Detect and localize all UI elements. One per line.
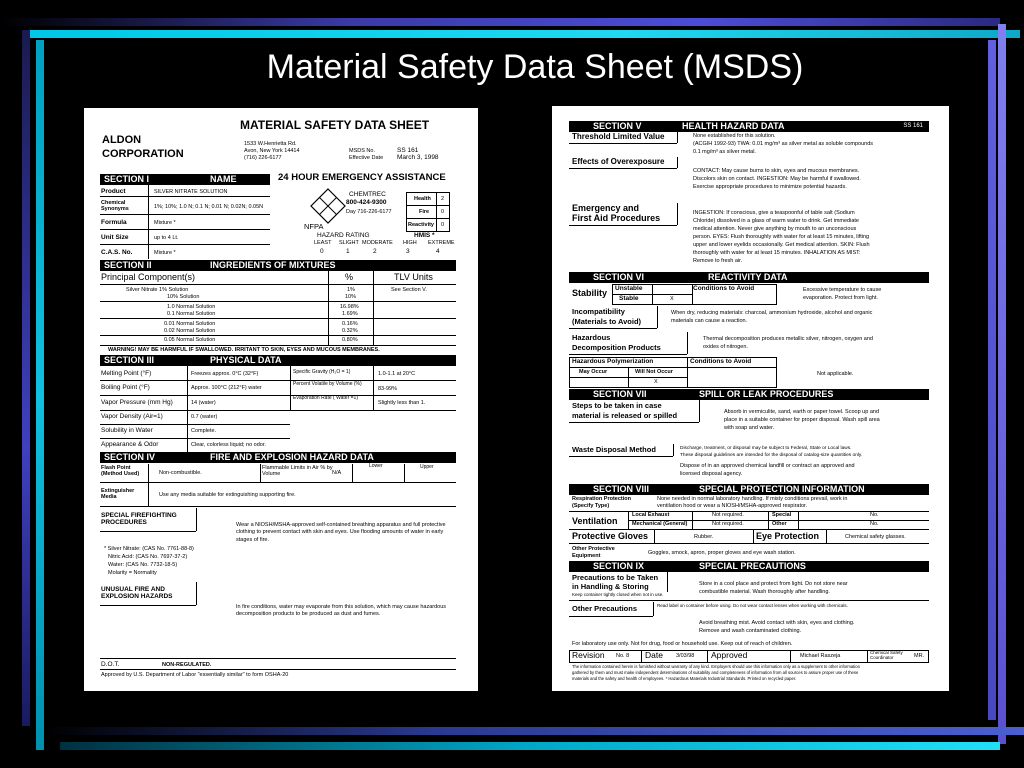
- will-not-occur-mark: X: [654, 379, 658, 385]
- scale-extreme: EXTREME: [428, 240, 455, 246]
- rule: [373, 366, 374, 410]
- tlv-value-line: (ACGIH 1992-93) TWA: 0.01 mg/m³ as silver metal as soluble compounds: [693, 141, 874, 147]
- rule: [187, 366, 188, 452]
- note-line: * Silver Nitrate: (CAS No. 7761-88-8): [104, 546, 194, 552]
- disclaimer-line: gathered by them and must make independent determinations of suitability and completeness of information from all sources to assure proper use of these: [572, 670, 859, 675]
- approved-label: Approved: [711, 650, 748, 660]
- unusual-hazards-label: UNUSUAL FIRE AND EXPLOSION HAZARDS: [101, 586, 173, 601]
- synonyms-label: Chemical Synonyms: [101, 200, 129, 213]
- rule: [100, 318, 456, 319]
- rule: [657, 306, 658, 328]
- phys-right-label: Evaporation Rate ( Water =1): [293, 395, 358, 401]
- scale-moderate: MODERATE: [362, 240, 393, 246]
- section-4-title: FIRE AND EXPLOSION HAZARD DATA: [210, 452, 374, 462]
- rule: [867, 650, 868, 663]
- rule: [404, 464, 405, 482]
- first-aid-line: upper and lower eyelids occasionally. Get medical attention. SKIN: Flush: [693, 242, 870, 248]
- ing-header-component: Principal Component(s): [101, 272, 196, 282]
- other-equipment-label-line1: Other Protective: [572, 546, 615, 552]
- warning-text: WARNING! MAY BE HARMFUL IF SWALLOWED. IRRITANT TO SKIN, EYES AND MUCOUS MEMBRANES.: [108, 347, 380, 353]
- rule: [569, 168, 677, 169]
- product-label: Product: [101, 188, 126, 195]
- extinguisher-label: Extinguisher Media: [101, 488, 135, 501]
- ing-pct: 10%: [345, 294, 357, 300]
- stable-mark: X: [670, 296, 674, 302]
- company-name-line1: ALDON: [102, 134, 142, 146]
- note-line: Molarity = Normality: [108, 570, 157, 576]
- other-precautions-note: Read label on container before using. Do not wear contact lenses when working with chemicals.: [657, 603, 848, 608]
- respiration-label-line1: Respiration Protection: [572, 496, 631, 502]
- other-precautions-line: Avoid breathing mist. Avoid contact with skin, eyes and clothing.: [699, 620, 855, 626]
- rule: [196, 508, 197, 531]
- will-not-occur-label: Will Not Occur: [635, 369, 673, 375]
- rule: [569, 456, 673, 457]
- rule: [100, 669, 456, 670]
- scale-1: 1: [346, 248, 350, 255]
- section-5-code: SS 161: [903, 123, 923, 129]
- scale-high: HIGH: [403, 240, 417, 246]
- vent-val: Not required.: [712, 521, 744, 527]
- section-2-label: SECTION II: [104, 260, 152, 270]
- ing-header-pct: %: [345, 272, 354, 282]
- left-cyan-bar: [36, 40, 44, 750]
- effects-line: CONTACT: May cause burns to skin, eyes and mucous membranes.: [693, 168, 860, 174]
- section-8-label: SECTION VIII: [593, 484, 650, 494]
- tlv-value-line: None established for this solution.: [693, 133, 776, 139]
- ing-pct: 1.69%: [342, 311, 358, 317]
- section-5-title: HEALTH HAZARD DATA: [682, 121, 785, 131]
- disclaimer-line: materials and the safety and health of employees. * Hazardous Materials Industrial Standards. Printed on recycled paper.: [572, 676, 797, 681]
- section-1-header: [100, 174, 270, 185]
- section-5-label: SECTION V: [593, 121, 642, 131]
- hazardous-decomp-label-line2: Decomposition Products: [572, 343, 661, 352]
- effects-line: Exercise appropriate procedures to minimize potential hazards.: [693, 184, 847, 190]
- rule: [687, 357, 688, 388]
- rule: [100, 335, 456, 336]
- hazardous-decomp-line: oxides of nitrogen.: [703, 344, 748, 350]
- spill-steps-line: Absorb in vermiculite, sand, earth or paper towel. Scoop up and: [724, 409, 880, 415]
- revision-no: No. 8: [616, 653, 630, 659]
- hazardous-decomp-label-line1: Hazardous: [572, 333, 611, 342]
- first-aid-line: medical attention. Never give anything by mouth to an unconscious: [693, 226, 857, 232]
- phys-value: Freezes approx. 0°C (32°F): [191, 371, 259, 377]
- rule: [569, 543, 929, 544]
- disclaimer-line: The information contained herein is furnished without warranty of any kind. Employers should use this information only as a supplement to other information: [572, 664, 860, 669]
- section-2-header: [100, 260, 456, 271]
- rule: [148, 482, 149, 506]
- rule: [569, 225, 677, 226]
- msds-page-1: [84, 108, 478, 691]
- rule: [260, 464, 261, 482]
- incompatibility-line: When dry, reducing materials: charcoal, ammonium hydroxide, alcohol and organic: [671, 310, 873, 316]
- waste-disposal-line: These disposal guidelines are intended for the disposal of catalog-size quantities only.: [680, 453, 863, 458]
- rule: [406, 218, 450, 219]
- phys-right-value: Slightly less than 1.: [378, 400, 426, 406]
- may-occur-label: May Occur: [579, 369, 608, 375]
- section-8-header: [569, 484, 929, 495]
- first-aid-line: Chloride) dissolved in a glass of warm water to drink. Get immediate: [693, 218, 859, 224]
- revision-label: Revision: [572, 650, 605, 660]
- effective-date-label: Effective Date: [349, 155, 384, 161]
- rule: [569, 422, 699, 423]
- phys-label: Appearance & Odor: [101, 441, 159, 448]
- rule: [100, 345, 456, 346]
- rule: [569, 328, 657, 329]
- sheet-heading: MATERIAL SAFETY DATA SHEET: [240, 118, 430, 132]
- vent-val2: No.: [870, 512, 879, 518]
- section-2-title: INGREDIENTS OF MIXTURES: [210, 260, 336, 270]
- ing-header-tlv: TLV Units: [394, 272, 433, 282]
- precautions-line: Store in a cool place and protect from light. Do not store near: [699, 581, 848, 587]
- rule: [569, 529, 929, 530]
- rule: [653, 602, 654, 616]
- dot-label: D.O.T.: [101, 661, 120, 668]
- ing-pct: 16.98%: [340, 304, 359, 310]
- first-aid-label-line1: Emergency and: [572, 203, 640, 213]
- first-aid-line: thoroughly with water for at least 15 minutes. INHALATION AS MIST:: [693, 250, 861, 256]
- section-6-header: [569, 272, 929, 283]
- left-dark-bar: [22, 30, 30, 726]
- hazard-rating-label: HAZARD RATING: [317, 232, 370, 239]
- flammable-limits-label: Flammable Limits in Air % by Volume: [262, 465, 333, 478]
- right-purple-bar: [998, 24, 1006, 744]
- nfpa-diamond-icon: [310, 188, 346, 224]
- address-line2: Avon, New York 14414: [244, 148, 300, 154]
- rule: [148, 185, 149, 259]
- respiration-line: ventilation hood or wear a NIOSH/MSHA-approved respirator.: [657, 503, 808, 509]
- date-value: 3/03/98: [676, 653, 695, 659]
- section-8-title: SPECIAL PROTECTION INFORMATION: [699, 484, 865, 494]
- spill-steps-line: place in a suitable container for proper disposal. Wash spill area: [724, 417, 880, 423]
- respiration-label-line2: (Specify Type): [572, 503, 610, 509]
- effective-date-value: March 3, 1998: [397, 154, 439, 161]
- precautions-label-line2: in Handling & Storing: [572, 582, 649, 591]
- rule: [826, 529, 827, 543]
- first-aid-label-line2: First Aid Procedures: [572, 213, 661, 223]
- incompatibility-line: materials can cause a reaction.: [671, 318, 748, 324]
- cas-value: Mixture *: [154, 250, 176, 256]
- product-value: SILVER NITRATE SOLUTION: [154, 189, 228, 195]
- rule: [790, 650, 791, 663]
- vent-type2: Other: [772, 521, 787, 527]
- waste-disposal-line2: Dispose of in an approved chemical landfill or contract an approved and: [680, 463, 855, 469]
- section-9-label: SECTION IX: [593, 561, 645, 571]
- special-firefighting-value: Wear a NIOSH/MSHA-approved self-contained breathing apparatus and full protective clothing to prevent contact with skin and eyes. Use flooding amounts of water in early stages of fire.: [236, 522, 446, 543]
- dot-value: NON-REGULATED.: [162, 662, 212, 668]
- ing-pct: 1%: [347, 287, 355, 293]
- phys-value: 0.7 (water): [191, 414, 218, 420]
- ing-tlv: See Section V.: [391, 287, 427, 293]
- note-line: Water: (CAS No. 7732-18-5): [108, 562, 178, 568]
- rule: [100, 301, 456, 302]
- vent-type2: Special: [772, 512, 792, 518]
- ing-pct: 0.32%: [342, 328, 358, 334]
- rule: [569, 600, 929, 601]
- rule: [707, 650, 708, 663]
- rule: [677, 203, 678, 225]
- right-blue-bar: [988, 40, 996, 720]
- ing-name: 1.0 Normal Solution: [167, 304, 216, 310]
- rule: [290, 366, 291, 410]
- scale-4: 4: [436, 248, 440, 255]
- stability-value-line: evaporation. Protect from light.: [803, 295, 878, 301]
- hmis-reactivity-label: Reactivity: [408, 222, 434, 228]
- coordinator-value: MR.: [914, 653, 925, 659]
- vent-val2: No.: [870, 521, 879, 527]
- coordinator-label: Chemical Safety Coordinator: [870, 650, 903, 660]
- protective-gloves-label: Protective Gloves: [572, 531, 649, 541]
- rule: [100, 244, 270, 245]
- address-line3: (716) 226-6177: [244, 155, 282, 161]
- rule: [677, 157, 678, 168]
- vent-val: Not required.: [712, 512, 744, 518]
- flash-point-label: Flash Point (Method Used): [101, 465, 140, 478]
- rule: [100, 482, 456, 483]
- ing-pct: 0.16%: [342, 321, 358, 327]
- rule: [569, 367, 777, 368]
- section-6-title: REACTIVITY DATA: [708, 272, 788, 282]
- stable-label: Stable: [619, 295, 639, 302]
- rule: [667, 572, 668, 592]
- precautions-note: Keep container tightly closed when not in use.: [572, 592, 664, 597]
- section-3-label: SECTION III: [104, 355, 155, 365]
- effects-label: Effects of Overexposure: [572, 157, 665, 166]
- ing-name: 0.1 Normal Solution: [167, 311, 216, 317]
- ing-name: 0.01 Normal Solution: [164, 321, 216, 327]
- section-7-header: [569, 389, 929, 400]
- rule: [100, 658, 456, 659]
- incompatibility-label-line1: Incompatibility: [572, 307, 625, 316]
- phys-right-value: 83-99%: [378, 386, 397, 392]
- hmis-fire-label: Fire: [419, 209, 430, 215]
- synonyms-value: 1%; 10%; 1.0 N; 0.1 N; 0.01 N; 0.02N; 0.05N: [154, 204, 264, 210]
- rule: [100, 438, 290, 439]
- ventilation-label: Ventilation: [572, 516, 618, 526]
- top-cyan-bar: [30, 30, 1020, 38]
- section-7-title: SPILL OR LEAK PROCEDURES: [699, 389, 834, 399]
- hazardous-polymerization-label: Hazardous Polymerization: [572, 358, 654, 365]
- other-equipment-value: Goggles, smock, apron, proper gloves and eye wash station.: [648, 550, 796, 556]
- vent-type: Local Exhaust: [632, 512, 670, 518]
- ing-name: 0.02 Normal Solution: [164, 328, 216, 334]
- rule: [100, 531, 196, 532]
- section-5-header: [569, 121, 929, 132]
- phys-value: Approx. 100°C (212°F) water: [191, 385, 262, 391]
- unstable-label: Unstable: [615, 285, 643, 292]
- scale-3: 3: [406, 248, 410, 255]
- phys-value: Complete.: [191, 428, 217, 434]
- rule: [753, 529, 754, 543]
- flammable-limits-value: N/A: [332, 470, 342, 476]
- conditions-to-avoid-label-2: Conditions to Avoid: [690, 358, 752, 365]
- unusual-hazards-value: In fire conditions, water may evaporate from this solution, which may cause hazardous decomposition products to be produced as dust and fumes.: [236, 604, 447, 618]
- first-aid-line: person. EYES: Flush thoroughly with water for at least 15 minutes, lifting: [693, 234, 870, 240]
- footer-approval: Approved by U.S. Department of Labor "essentially similar" to form OSHA-20: [101, 672, 289, 678]
- flash-point-value: Non-combustible.: [159, 470, 202, 476]
- conditions-to-avoid-label: Conditions to Avoid: [693, 285, 755, 292]
- rule: [100, 229, 270, 230]
- tlv-label: Threshold Limited Value: [572, 132, 665, 141]
- hmis-label: HMIS *: [414, 232, 435, 239]
- rule: [148, 464, 149, 482]
- rule: [100, 284, 456, 285]
- rule: [100, 605, 196, 606]
- phys-label: Boiling Point (°F): [101, 384, 150, 391]
- special-firefighting-label: SPECIAL FIREFIGHTING PROCEDURES: [101, 512, 177, 527]
- section-4-label: SECTION IV: [104, 452, 156, 462]
- phys-label: Melting Point (°F): [101, 370, 152, 377]
- extinguisher-value: Use any media suitable for extinguishing supporting fire.: [159, 492, 296, 498]
- scale-least: LEAST: [314, 240, 332, 246]
- chemtrec-phone: 800-424-9300: [346, 199, 387, 206]
- rule: [673, 444, 674, 456]
- respiration-line: None needed in normal laboratory handling. If misty conditions prevail, work in: [657, 496, 848, 502]
- chemtrec-day: Day 716-226-6177: [346, 209, 392, 215]
- scale-slight: SLIGHT: [339, 240, 359, 246]
- phys-right-label: Percent Volatile by Volume (%): [293, 381, 362, 387]
- rule: [436, 192, 437, 232]
- rule: [100, 506, 456, 507]
- ing-name: 0.05 Normal Solution: [164, 337, 216, 343]
- formula-label: Formula: [101, 219, 127, 226]
- other-precautions-label: Other Precautions: [572, 604, 638, 613]
- phys-value: 14 (water): [191, 400, 216, 406]
- bottom-blue-bar: [44, 727, 1024, 735]
- first-aid-line: Remove to fresh air.: [693, 258, 743, 264]
- section-4-header: [100, 452, 456, 463]
- lower-label: Lower: [369, 463, 383, 469]
- rule: [100, 196, 270, 197]
- emergency-assistance: 24 HOUR EMERGENCY ASSISTANCE: [278, 172, 446, 183]
- slide-title: Material Safety Data Sheet (MSDS): [266, 48, 804, 86]
- hmis-health-label: Health: [414, 196, 431, 202]
- phys-label: Solubility in Water: [101, 427, 153, 434]
- waste-disposal-label: Waste Disposal Method: [572, 445, 656, 454]
- rule: [628, 367, 629, 388]
- hmis-reactivity-val: 0: [441, 222, 445, 228]
- rule: [100, 214, 270, 215]
- rule: [641, 650, 642, 663]
- section-6-label: SECTION VI: [593, 272, 645, 282]
- msds-no-value: SS 161: [397, 147, 419, 154]
- rule: [687, 332, 688, 354]
- waste-disposal-line2: licensed disposal agency.: [680, 471, 743, 477]
- unit-size-label: Unit Size: [101, 234, 129, 241]
- rule: [406, 205, 450, 206]
- rule: [100, 424, 290, 425]
- ing-pct: 0.80%: [342, 337, 358, 343]
- protective-gloves-value: Rubber.: [694, 534, 714, 540]
- bottom-cyan-bar: [60, 742, 1000, 750]
- spill-steps-label-line1: Steps to be taken in case: [572, 401, 662, 410]
- rule: [569, 143, 677, 144]
- section-9-title: SPECIAL PRECAUTIONS: [699, 561, 806, 571]
- phys-label: Vapor Density (Air=1): [101, 413, 163, 420]
- company-name-line2: CORPORATION: [102, 148, 184, 160]
- rule: [100, 380, 456, 381]
- address-line1: 1533 W.Henrietta Rd.: [244, 141, 297, 147]
- waste-disposal-line: Discharge, treatment, or disposal may be subject to Federal, State or Local laws.: [680, 446, 852, 451]
- first-aid-line: INGESTION: If conscious, give a teaspoonful of table salt (Sodium: [693, 210, 855, 216]
- section-3-header: [100, 355, 456, 366]
- section-1-label: SECTION I: [104, 174, 150, 184]
- scale-2: 2: [373, 248, 377, 255]
- stability-label: Stability: [572, 288, 608, 298]
- note-line: Nitric Acid: (CAS No. 7697-37-2): [108, 554, 188, 560]
- rule: [654, 529, 655, 543]
- other-equipment-label-line2: Equipment: [572, 553, 601, 559]
- phys-right-value: 1.0-1.1 at 20°C: [378, 371, 416, 377]
- precautions-line: combustible material. Wash thoroughly after handling.: [699, 589, 830, 595]
- polymerization-value: Not applicable.: [817, 371, 854, 377]
- cas-label: C.A.S. No.: [101, 249, 133, 256]
- section-1-title: NAME: [210, 174, 237, 184]
- rule: [100, 410, 456, 411]
- other-precautions-line: Remove and wash contaminated clothing.: [699, 628, 802, 634]
- rule: [100, 395, 456, 396]
- msds-no-label: MSDS No.: [349, 148, 375, 154]
- vent-type: Mechanical (General): [632, 521, 688, 527]
- msds-page-2: [552, 106, 949, 691]
- rule: [652, 284, 653, 305]
- rule: [569, 354, 687, 355]
- top-blue-bar: [0, 18, 1000, 26]
- precautions-label-line1: Precautions to be Taken: [572, 573, 659, 582]
- phys-right-label: Specific Gravity (H₂O = 1): [293, 369, 351, 375]
- scale-0: 0: [320, 248, 324, 255]
- rule: [569, 616, 653, 617]
- incompatibility-label-line2: (Materials to Avoid): [572, 317, 642, 326]
- phys-value: Clear, colorless liquid; no odor.: [191, 442, 266, 448]
- unit-size-value: up to 4 Lt.: [154, 235, 179, 241]
- hmis-fire-val: 0: [441, 209, 445, 215]
- section-9-header: [569, 561, 929, 572]
- section-3-title: PHYSICAL DATA: [210, 355, 282, 365]
- approved-value: Michael Raszeja: [800, 653, 841, 659]
- rule: [196, 582, 197, 605]
- tlv-value-line: 0.1 mg/m³ as silver metal.: [693, 149, 756, 155]
- formula-value: Mixture *: [154, 220, 176, 226]
- upper-label: Upper: [420, 464, 434, 470]
- ing-name: Silver Nitrate 1% Solution: [126, 287, 189, 293]
- rule: [352, 464, 353, 482]
- phys-label: Vapor Pressure (mm Hg): [101, 399, 173, 406]
- date-label: Date: [645, 650, 663, 660]
- rule: [699, 400, 700, 422]
- spill-steps-line: with soap and water.: [724, 425, 775, 431]
- nfpa-label: NFPA: [304, 222, 324, 231]
- eye-protection-value: Chemical safety glasses.: [845, 534, 906, 540]
- ing-name: 10% Solution: [167, 294, 200, 300]
- rule: [677, 132, 678, 143]
- stability-value-line: Excessive temperature to cause: [803, 287, 882, 293]
- hmis-health-val: 2: [441, 196, 445, 202]
- effects-line: Discolors skin on contact. INGESTION: May be harmful if swallowed.: [693, 176, 861, 182]
- spill-steps-label-line2: material is released or spilled: [572, 411, 678, 420]
- eye-protection-label: Eye Protection: [756, 531, 820, 541]
- lab-use-note: For laboratory use only. Not for drug, food or household use. Keep out of reach of children.: [572, 641, 793, 647]
- chemtrec-label: CHEMTREC: [349, 191, 386, 198]
- hazardous-decomp-line: Thermal decomposition produces metallic silver, nitrogen, oxygen and: [703, 336, 873, 342]
- section-7-label: SECTION VII: [593, 389, 647, 399]
